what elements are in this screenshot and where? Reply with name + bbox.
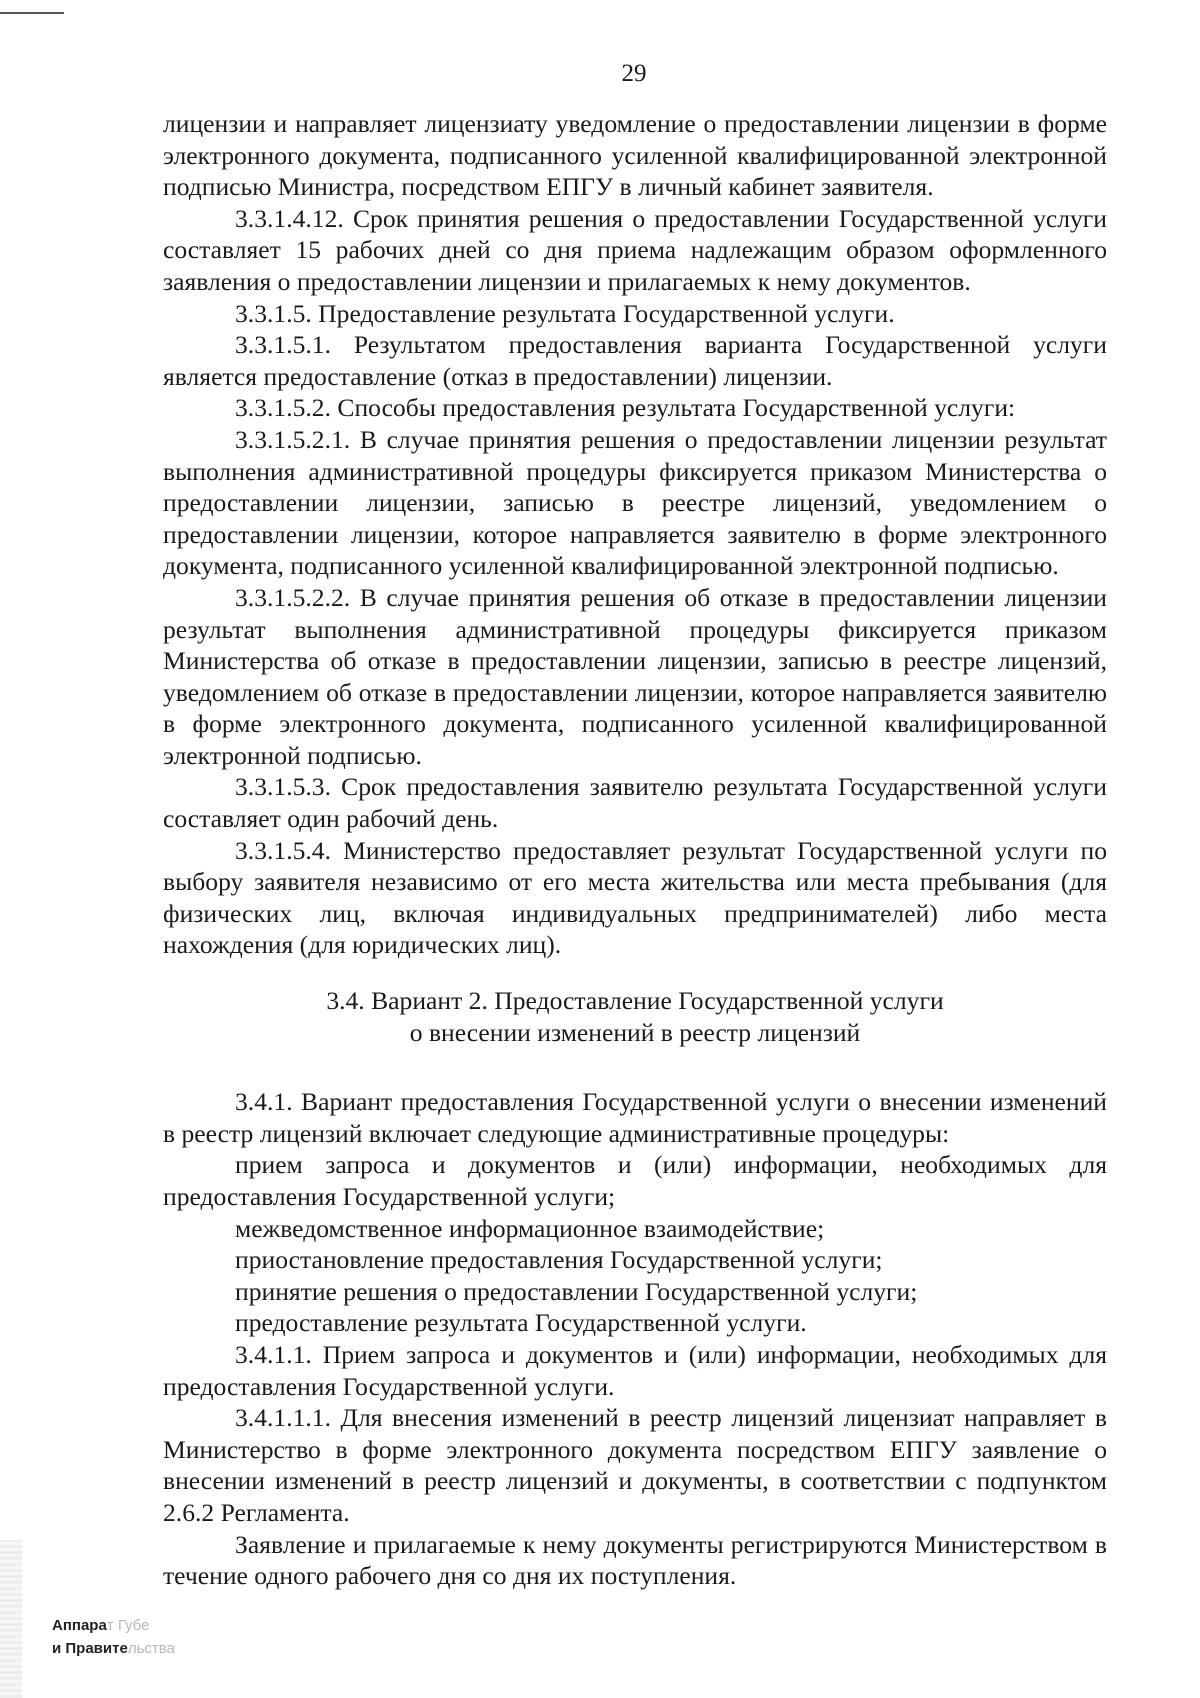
footer-stamp-line xyxy=(52,1614,175,1637)
paragraph: 3.4.1. Вариант предоставления Государственной услуги о внесении изменений в реестр лицензий включает следующие административные процедуры: xyxy=(163,1087,1107,1148)
section-heading-line: 3.4. Вариант 2. Предоставление Государственной услуги xyxy=(326,986,944,1016)
page-number: 29 xyxy=(621,60,647,87)
paragraph: 3.3.1.5.2.1. В случае принятия решения о предоставлении лицензии результат выполнения административной процедуры фиксируется приказом Министерства о предоставлении лицензии, записью в реестре лицензий, уведомлением о предоставлении лицензии, которое направляется заявителю в форме электронного документа, подписанного усиленной квалифицированной электронной подписью. xyxy=(163,424,1107,581)
paragraph: принятие решения о предоставлении Государственной услуги; xyxy=(235,1276,918,1306)
footer-stamp-faded-text: т Губе xyxy=(106,1617,150,1634)
paragraph: 3.3.1.5.2.2. В случае принятия решения об отказе в предоставлении лицензии результат выполнения административной процедуры фиксируется приказом Министерства об отказе в предоставлении лицензии, записью в реестре лицензий, уведомлением об отказе в предоставлении лицензии, которое направляется заявителю в форме электронного документа, подписанного усиленной квалифицированной электронной подписью. xyxy=(163,582,1107,770)
paragraph: 3.3.1.5.1. Результатом предоставления варианта Государственной услуги является предоставление (отказ в предоставлении) лицензии. xyxy=(163,330,1107,391)
paragraph: лицензии и направляет лицензиату уведомление о предоставлении лицензии в форме электронного документа, подписанного усиленной квалифицированной электронной подписью Министра, посредством ЕПГУ в личный кабинет заявителя. xyxy=(163,109,1107,202)
footer-stamp-line xyxy=(52,1637,175,1660)
document-body xyxy=(163,108,1107,1592)
paragraph: 3.3.1.5.2. Способы предоставления результата Государственной услуги: xyxy=(235,393,1016,423)
paragraph: 3.3.1.5.4. Министерство предоставляет результат Государственной услуги по выбору заявителя независимо от его места жительства или места пребывания (для физических лиц, включая индивидуальных предпринимателей) либо места нахождения (для юридических лиц). xyxy=(163,835,1107,960)
footer-stamp-text: и Правите xyxy=(52,1640,128,1657)
paragraph: 3.3.1.5.3. Срок предоставления заявителю результата Государственной услуги составляет один рабочий день. xyxy=(163,772,1107,834)
section-heading-line: о внесении изменений в реестр лицензий xyxy=(409,1017,861,1047)
section-heading xyxy=(163,985,1107,1048)
paragraph: 3.4.1.1.1. Для внесения изменений в реестр лицензий лицензиат направляет в Министерство в форме электронного документа посредством ЕПГУ заявление о внесении изменений в реестр лицензий и документы, в соответствии с подпунктом 2.6.2 Регламента. xyxy=(163,1403,1107,1527)
scan-edge-shadow xyxy=(0,1540,22,1698)
paragraph: 3.3.1.4.12. Срок принятия решения о предоставлении Государственной услуги составляет 15 рабочих дней со дня приема надлежащим образом оформленного заявления о предоставлении лицензии и прилагаемых к нему документов. xyxy=(163,203,1107,296)
paragraph: прием запроса и документов и (или) информации, необходимых для предоставления Государственной услуги; xyxy=(163,1150,1107,1211)
paragraph: межведомственное информационное взаимодействие; xyxy=(235,1213,825,1243)
scan-corner-mark xyxy=(0,0,64,14)
paragraph: Заявление и прилагаемые к нему документы регистрируются Министерством в течение одного рабочего дня со дня их поступления. xyxy=(163,1529,1107,1591)
paragraph: предоставление результата Государственной услуги. xyxy=(235,1308,807,1338)
footer-stamp-faded-text: льства xyxy=(127,1640,175,1657)
paragraph: 3.4.1.1. Прием запроса и документов и (или) информации, необходимых для предоставления Государственной услуги. xyxy=(163,1339,1107,1401)
paragraph: приостановление предоставления Государственной услуги; xyxy=(235,1245,883,1275)
paragraph: 3.3.1.5. Предоставление результата Государственной услуги. xyxy=(235,298,895,328)
footer-stamp xyxy=(52,1614,175,1660)
footer-stamp-text: Аппара xyxy=(52,1617,107,1634)
